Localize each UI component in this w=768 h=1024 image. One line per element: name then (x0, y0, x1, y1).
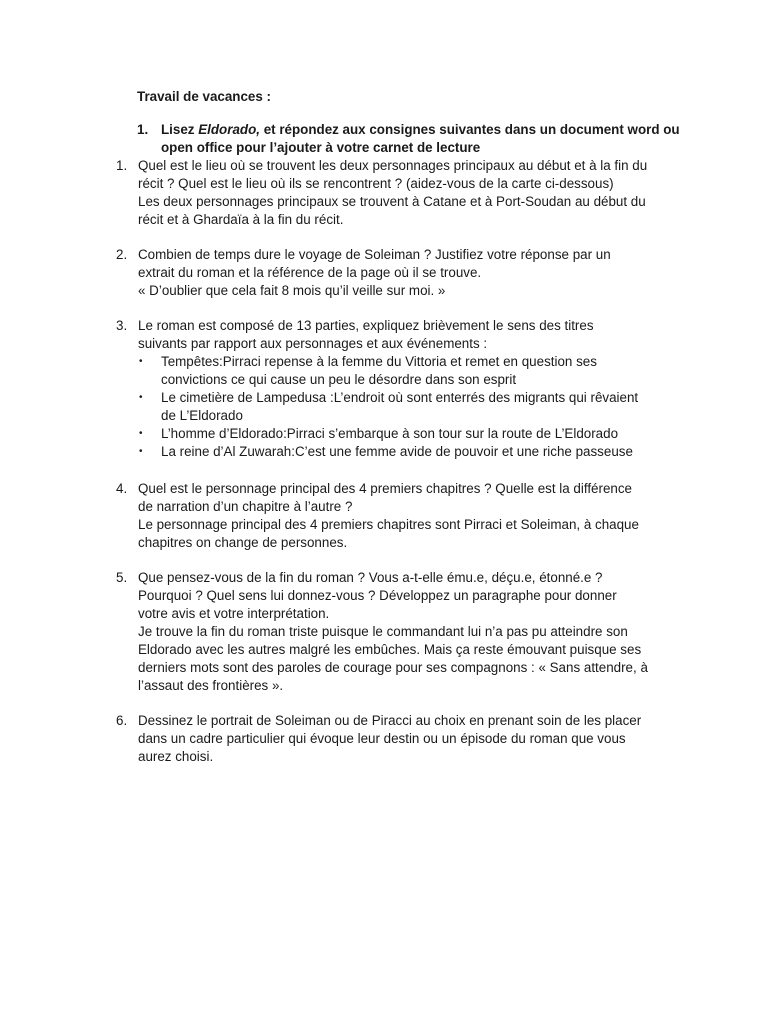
question-1-line: Quel est le lieu où se trouvent les deux personnages principaux au début et à la fin du (138, 158, 648, 173)
question-4-line: Quel est le personnage principal des 4 premiers chapitres ? Quelle est la différence (138, 481, 632, 496)
question-4-number: 4. (116, 481, 128, 496)
question-1-line: récit ? Quel est le lieu où ils se rencontrent ? (aidez-vous de la carte ci-dessous) (138, 176, 614, 191)
intro-book-title: Eldorado, (198, 122, 260, 137)
intro-line-1-post: et répondez aux consignes suivantes dans un document word ou (259, 122, 680, 137)
question-5-line: Pourquoi ? Quel sens lui donnez-vous ? Développez un paragraphe pour donner (138, 588, 617, 603)
intro-line-1 (161, 121, 680, 139)
intro-line-1-pre: Lisez (161, 122, 199, 137)
answer-5-line: Je trouve la fin du roman triste puisque le commandant lui n’a pas pu atteindre son (138, 624, 628, 639)
question-6-line: dans un cadre particulier qui évoque leur destin ou un épisode du roman que vous (138, 731, 626, 746)
bullet-item-line: Tempêtes:Pirraci repense à la femme du Vittoria et remet en question ses (161, 354, 597, 369)
bullet-item-line: Le cimetière de Lampedusa :L’endroit où sont enterrés des migrants qui rêvaient (161, 390, 639, 405)
bullet-icon: • (139, 446, 143, 457)
question-2-line: Combien de temps dure le voyage de Soleiman ? Justifiez votre réponse par un (138, 247, 611, 262)
question-3-number: 3. (116, 318, 128, 333)
document-title: Travail de vacances : (137, 89, 271, 104)
question-1-number: 1. (116, 158, 128, 173)
answer-5-line: derniers mots sont des paroles de courage pour ses compagnons : « Sans attendre, à (138, 660, 648, 675)
question-5-number: 5. (116, 570, 128, 585)
question-3-line: Le roman est composé de 13 parties, expliquez brièvement le sens des titres (138, 318, 594, 333)
answer-4-line: chapitres on change de personnes. (138, 535, 348, 550)
answer-1-line: récit et à Ghardaïa à la fin du récit. (138, 212, 344, 227)
answer-1-line: Les deux personnages principaux se trouvent à Catane et à Port-Soudan au début du (138, 194, 646, 209)
question-3-line: suivants par rapport aux personnages et aux événements : (138, 336, 488, 351)
question-5-line: Que pensez-vous de la fin du roman ? Vous a-t-elle ému.e, déçu.e, étonné.e ? (138, 570, 603, 585)
question-2-number: 2. (116, 247, 128, 262)
question-6-number: 6. (116, 713, 128, 728)
bullet-icon: • (139, 428, 143, 439)
question-6-line: aurez choisi. (138, 749, 214, 764)
question-2-line: extrait du roman et la référence de la page où il se trouve. (138, 265, 482, 280)
bullet-item-line: La reine d’Al Zuwarah:C’est une femme avide de pouvoir et une riche passeuse (161, 444, 633, 459)
bullet-item-line: de L’Eldorado (161, 408, 243, 423)
question-6-line: Dessinez le portrait de Soleiman ou de Piracci au choix en prenant soin de les placer (138, 713, 642, 728)
answer-4-line: Le personnage principal des 4 premiers chapitres sont Pirraci et Soleiman, à chaque (138, 517, 639, 532)
answer-2-line: « D’oublier que cela fait 8 mois qu’il veille sur moi. » (138, 283, 446, 298)
answer-5-line: Eldorado avec les autres malgré les embûches. Mais ça reste émouvant puisque ses (138, 642, 642, 657)
intro-line-2: open office pour l’ajouter à votre carnet de lecture (161, 140, 481, 155)
bullet-icon: • (139, 356, 143, 367)
bullet-item-line: convictions ce qui cause un peu le désordre dans son esprit (161, 372, 517, 387)
question-4-line: de narration d’un chapitre à l’autre ? (138, 499, 353, 514)
bullet-item-line: L’homme d’Eldorado:Pirraci s’embarque à son tour sur la route de L’Eldorado (161, 426, 619, 441)
answer-5-line: l’assaut des frontières ». (138, 678, 284, 693)
bullet-icon: • (139, 392, 143, 403)
question-5-line: votre avis et votre interprétation. (138, 606, 330, 621)
intro-number: 1. (137, 122, 149, 137)
